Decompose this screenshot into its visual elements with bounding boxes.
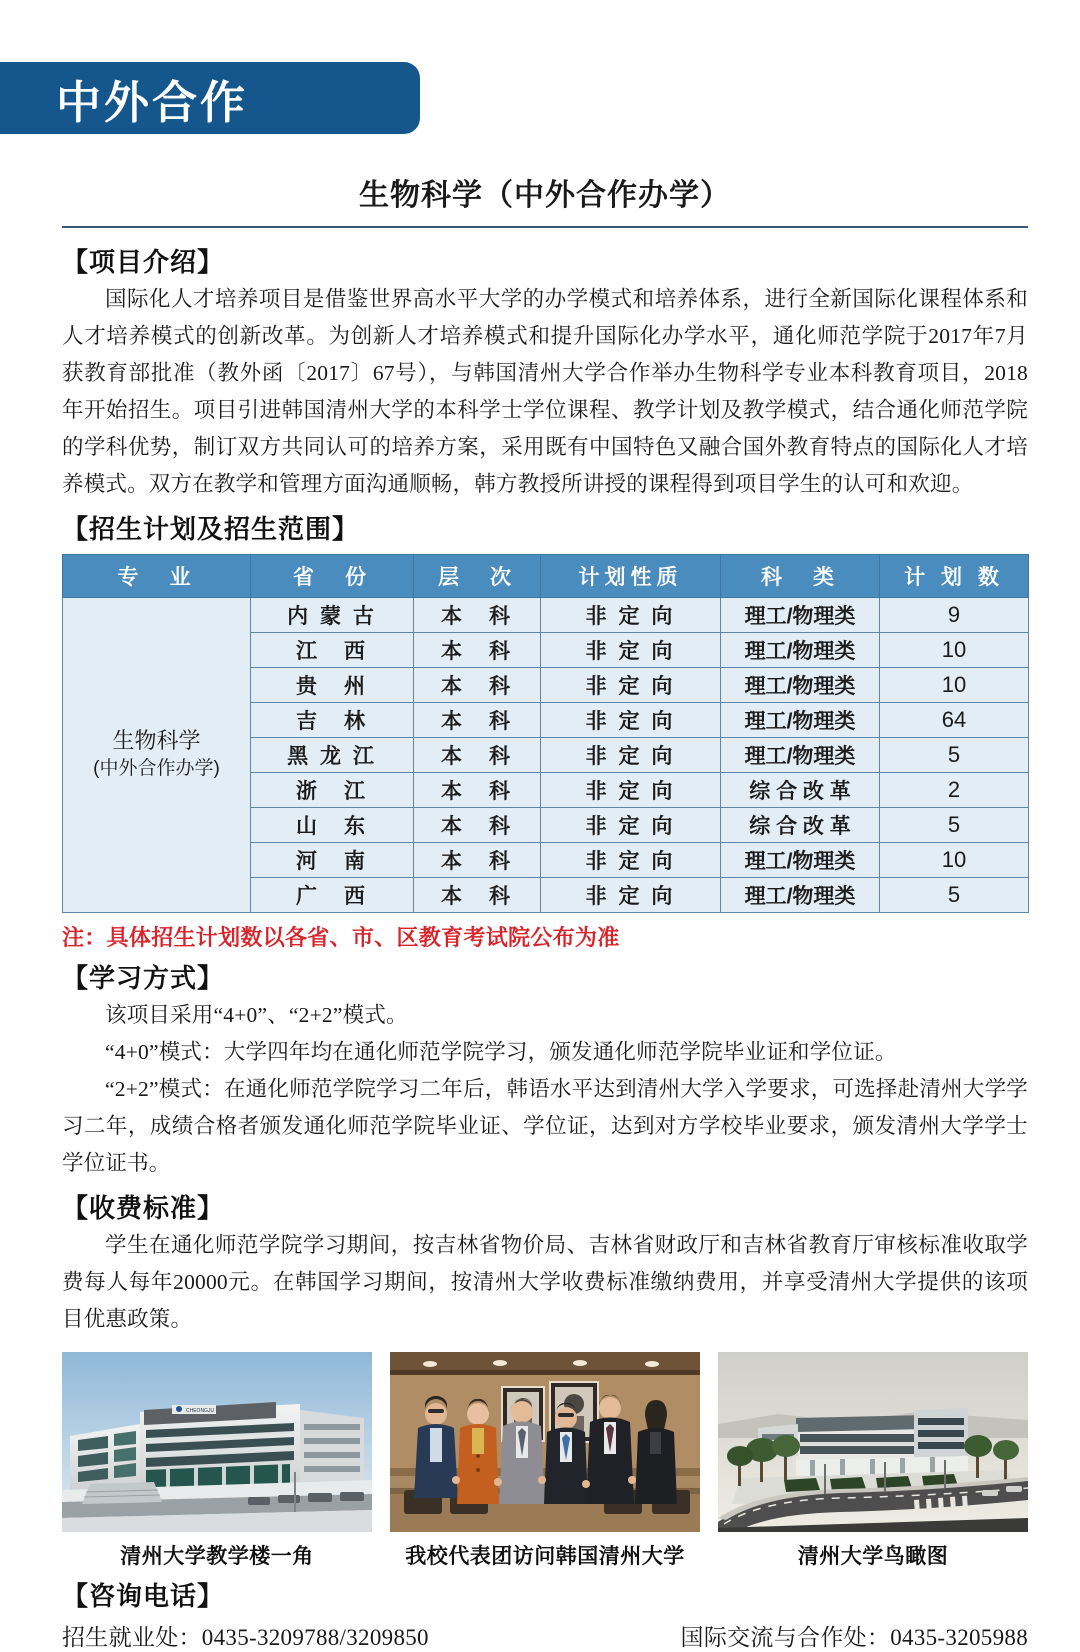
section-heading-plan: 【招生计划及招生范围】 xyxy=(62,514,360,544)
cell-category: 理工/物理类 xyxy=(721,633,880,668)
cell-count: 9 xyxy=(880,598,1029,633)
photo-delegation-visit xyxy=(390,1352,700,1532)
cell-level: 本 科 xyxy=(414,738,541,773)
cell-nature: 非 定 向 xyxy=(541,773,721,808)
cell-province: 内 蒙 古 xyxy=(251,598,414,633)
cell-category: 理工/物理类 xyxy=(721,738,880,773)
cell-category: 理工/物理类 xyxy=(721,843,880,878)
col-header-level: 层 次 xyxy=(414,555,541,598)
fee-paragraph: 学生在通化师范学院学习期间，按吉林省物价局、吉林省财政厅和吉林省教育厅审核标准收取学费每人每年20000元。在韩国学习期间，按清州大学收费标准缴纳费用，并享受清州大学提供的该项目优惠政策。 xyxy=(62,1233,1028,1331)
cell-nature: 非 定 向 xyxy=(541,703,721,738)
cell-province: 浙 江 xyxy=(251,773,414,808)
cell-level: 本 科 xyxy=(414,703,541,738)
cell-nature: 非 定 向 xyxy=(541,738,721,773)
col-header-nature: 计划性质 xyxy=(541,555,721,598)
study-paragraph-2: “4+0”模式：大学四年均在通化师范学院学习，颁发通化师范学院毕业证和学位证。 xyxy=(105,1040,897,1064)
title-divider xyxy=(62,226,1028,228)
cell-category: 理工/物理类 xyxy=(721,668,880,703)
study-paragraph-1: 该项目采用“4+0”、“2+2”模式。 xyxy=(105,1003,408,1027)
cell-province: 河 南 xyxy=(251,843,414,878)
section-heading-study: 【学习方式】 xyxy=(62,963,225,993)
campus-building-image xyxy=(62,1352,372,1532)
cell-category: 综 合 改 革 xyxy=(721,808,880,843)
content-area xyxy=(62,170,1028,1652)
photo-caption-2: 我校代表团访问韩国清州大学 xyxy=(405,1545,685,1568)
cell-province: 江 西 xyxy=(251,633,414,668)
cell-level: 本 科 xyxy=(414,808,541,843)
photo-caption-1: 清州大学教学楼一角 xyxy=(120,1545,314,1568)
table-header-row xyxy=(63,555,1029,598)
cell-nature: 非 定 向 xyxy=(541,878,721,913)
svg-text:CHEONGJU: CHEONGJU xyxy=(186,1408,215,1414)
cell-level: 本 科 xyxy=(414,598,541,633)
phone-row xyxy=(62,1619,1028,1652)
study-paragraph-3: “2+2”模式：在通化师范学院学习二年后，韩语水平达到清州大学入学要求，可选择赴清州大学学习二年，成绩合格者颁发通化师范学院毕业证、学位证，达到对方学校毕业要求，颁发清州大学学士学位证书。 xyxy=(62,1077,1028,1175)
page-title: 生物科学（中外合作办学） xyxy=(359,179,731,212)
section-heading-fee: 【收费标准】 xyxy=(62,1193,225,1223)
plan-note: 注：具体招生计划数以各省、市、区教育考试院公布为准 xyxy=(62,925,620,950)
admission-plan-table xyxy=(62,554,1029,913)
table-row xyxy=(63,598,1029,633)
cell-count: 5 xyxy=(880,738,1029,773)
cell-category: 理工/物理类 xyxy=(721,703,880,738)
col-header-category: 科 类 xyxy=(721,555,880,598)
photo-campus-building xyxy=(62,1352,372,1532)
cell-province: 黑 龙 江 xyxy=(251,738,414,773)
phone-international: 国际交流与合作处：0435-3205988 xyxy=(680,1625,1028,1650)
cell-province: 广 西 xyxy=(251,878,414,913)
cell-nature: 非 定 向 xyxy=(541,668,721,703)
cell-count: 5 xyxy=(880,878,1029,913)
cell-count: 5 xyxy=(880,808,1029,843)
cell-nature: 非 定 向 xyxy=(541,633,721,668)
photo-caption-3: 清州大学鸟瞰图 xyxy=(797,1545,949,1568)
cell-level: 本 科 xyxy=(414,633,541,668)
cell-level: 本 科 xyxy=(414,878,541,913)
photo-campus-aerial xyxy=(718,1352,1028,1532)
section-heading-intro: 【项目介绍】 xyxy=(62,247,225,277)
phone-admissions: 招生就业处：0435-3209788/3209850 xyxy=(62,1625,429,1650)
table-body xyxy=(63,598,1029,913)
photo-cell-1 xyxy=(62,1352,372,1570)
cell-nature: 非 定 向 xyxy=(541,808,721,843)
cell-level: 本 科 xyxy=(414,668,541,703)
col-header-province: 省 份 xyxy=(251,555,414,598)
col-header-count: 计 划 数 xyxy=(880,555,1029,598)
cell-major xyxy=(63,598,251,913)
cell-count: 10 xyxy=(880,843,1029,878)
cell-level: 本 科 xyxy=(414,773,541,808)
header-banner xyxy=(0,62,420,134)
photo-gallery xyxy=(62,1352,1028,1570)
cell-nature: 非 定 向 xyxy=(541,843,721,878)
cell-category: 理工/物理类 xyxy=(721,598,880,633)
banner-label: 中外合作 xyxy=(56,76,249,128)
photo-cell-3 xyxy=(718,1352,1028,1570)
cell-count: 10 xyxy=(880,633,1029,668)
cell-count: 2 xyxy=(880,773,1029,808)
cell-nature: 非 定 向 xyxy=(541,598,721,633)
col-header-major: 专 业 xyxy=(63,555,251,598)
delegation-group-image xyxy=(390,1352,700,1532)
cell-province: 山 东 xyxy=(251,808,414,843)
intro-paragraph: 国际化人才培养项目是借鉴世界高水平大学的办学模式和培养体系，进行全新国际化课程体系和人才培养模式的创新改革。为创新人才培养模式和提升国际化办学水平，通化师范学院于2017年7月获教育部批准（教外函〔2017〕67号），与韩国清州大学合作举办生物科学专业本科教育项目，2018年开始招生。项目引进韩国清州大学的本科学士学位课程、教学计划及教学模式，结合通化师范学院的学科优势，制订双方共同认可的培养方案，采用既有中国特色又融合国外教育特点的国际化人才培养模式。双方在教学和管理方面沟通顺畅，韩方教授所讲授的课程得到项目学生的认可和欢迎。 xyxy=(62,287,1028,496)
section-heading-phone: 【咨询电话】 xyxy=(62,1581,225,1611)
photo-cell-2 xyxy=(390,1352,700,1570)
cell-level: 本 科 xyxy=(414,843,541,878)
major-name-line2: (中外合作办学) xyxy=(93,758,220,779)
cell-category: 综 合 改 革 xyxy=(721,773,880,808)
cell-province: 贵 州 xyxy=(251,668,414,703)
cell-count: 64 xyxy=(880,703,1029,738)
cell-category: 理工/物理类 xyxy=(721,878,880,913)
banner-shape xyxy=(0,62,420,134)
cell-count: 10 xyxy=(880,668,1029,703)
cell-province: 吉 林 xyxy=(251,703,414,738)
campus-aerial-image xyxy=(718,1352,1028,1532)
major-name-line1: 生物科学 xyxy=(112,728,201,753)
